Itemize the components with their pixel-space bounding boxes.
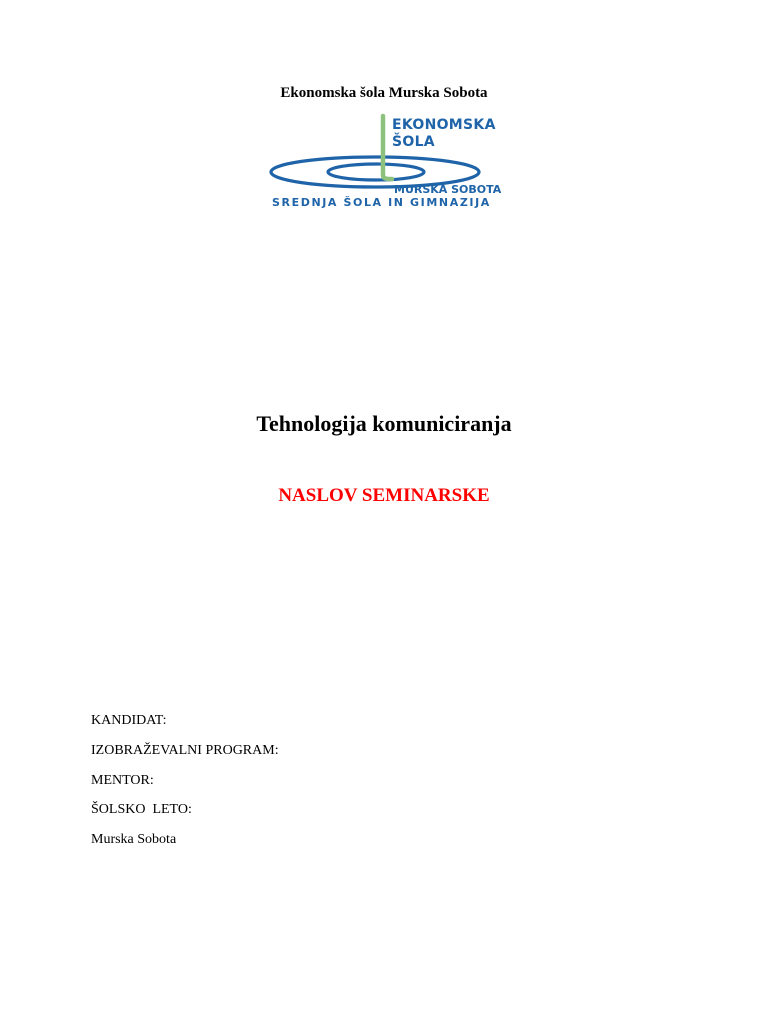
field-mentor: MENTOR: — [91, 772, 154, 788]
field-program: IZOBRAŽEVALNI PROGRAM: — [91, 742, 279, 758]
subject-title: Tehnologija komuniciranja — [256, 411, 512, 436]
logo-text-line1: EKONOMSKA — [392, 117, 496, 133]
seminar-title: NASLOV SEMINARSKE — [278, 485, 490, 506]
logo-text-line3: MURSKA SOBOTA — [394, 183, 502, 196]
field-place: Murska Sobota — [91, 832, 177, 848]
info-fields — [91, 713, 279, 862]
logo-text-line4: SREDNJA ŠOLA IN GIMNAZIJA — [272, 196, 491, 209]
logo-text-line2: ŠOLA — [392, 134, 435, 150]
school-logo — [268, 113, 500, 215]
field-solsko-leto: ŠOLSKO LETO: — [91, 802, 192, 818]
field-kandidat: KANDIDAT: — [91, 713, 167, 728]
school-name-header: Ekonomska šola Murska Sobota — [280, 85, 488, 101]
